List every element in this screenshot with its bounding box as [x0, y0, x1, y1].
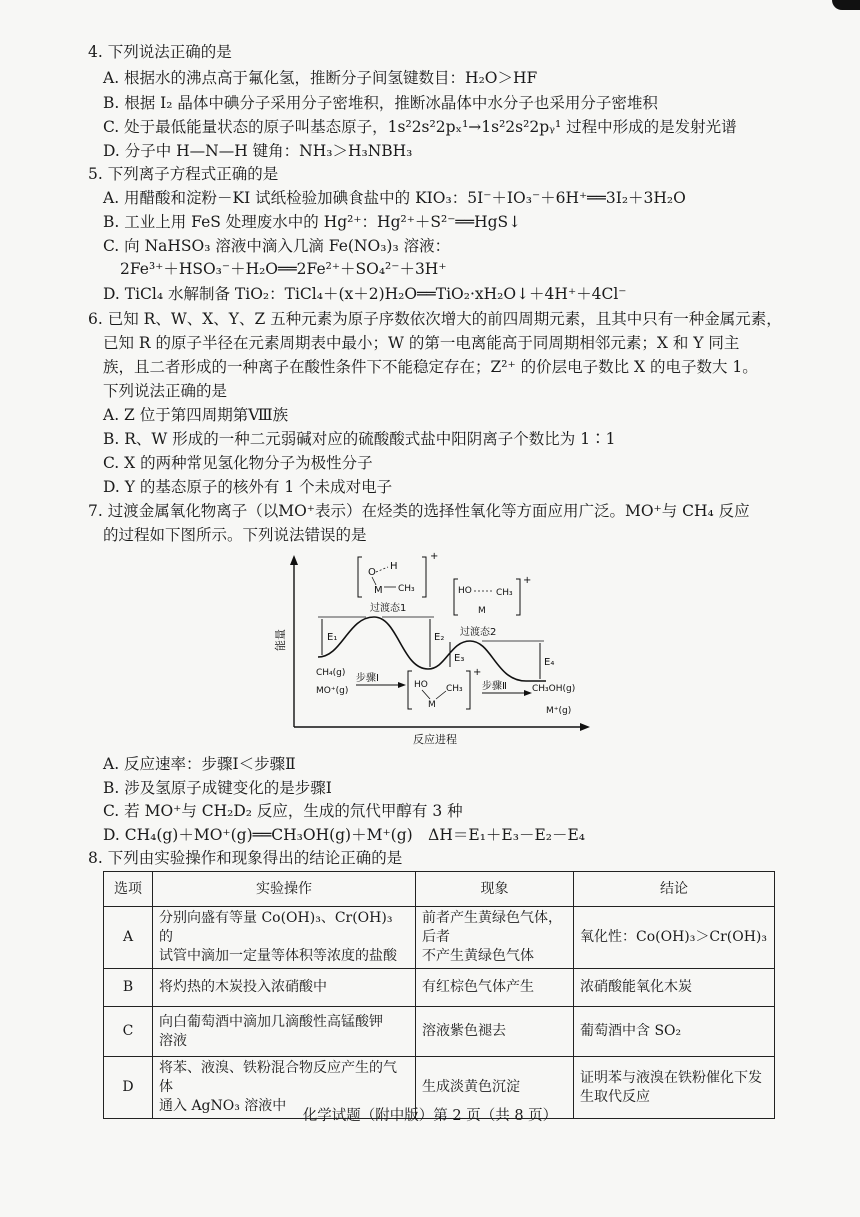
header-option: 选项 — [104, 872, 153, 907]
intermediate-bracket-left — [408, 671, 412, 709]
q6-option-c: C. X 的两种常见氢化物分子为极性分子 — [103, 454, 373, 472]
step2-label: 步骤Ⅱ — [482, 681, 507, 692]
row-option: B — [104, 969, 153, 1007]
ts1-ch3: CH₃ — [398, 584, 415, 594]
row-phenomenon — [416, 907, 574, 969]
row-phenomenon: 生成淡黄色沉淀 — [416, 1057, 574, 1119]
q7-option-d: D. CH₄(g)＋MO⁺(g)══CH₃OH(g)＋M⁺(g) ΔH＝E₁＋E₃－E₂－E₄ — [103, 826, 585, 844]
scan-corner-mark — [832, 0, 860, 10]
ts1-bracket-right — [422, 557, 426, 597]
ts1-bracket-left — [358, 557, 362, 597]
q6-stem-line4: 下列说法正确的是 — [103, 382, 228, 400]
row-option: A — [104, 907, 153, 969]
ts1-m: M — [374, 585, 383, 596]
intermediate-charge: + — [473, 667, 482, 678]
e2-label: E₂ — [434, 632, 445, 643]
row-phenomenon: 有红棕色气体产生 — [416, 969, 574, 1007]
header-operation: 实验操作 — [153, 872, 416, 907]
ts2-label: 过渡态2 — [460, 627, 497, 638]
row-conclusion: 浓硝酸能氧化木炭 — [574, 969, 775, 1007]
row-operation — [153, 907, 416, 969]
q4-option-c: C. 处于最低能量状态的原子叫基态原子，1s²2s²2pₓ¹→1s²2s²2pᵧ¹ 过程中形成的是发射光谱 — [103, 118, 737, 136]
table-row — [104, 907, 775, 969]
x-axis-arrow — [580, 723, 590, 731]
ts2-m: M — [478, 606, 486, 616]
step1-arrowhead — [398, 682, 406, 688]
operation-line: 通入 AgNO₃ 溶液中 — [159, 1098, 287, 1114]
intermediate-bracket-right — [466, 671, 470, 709]
q5-option-c-equation: 2Fe³⁺＋HSO₃⁻＋H₂O══2Fe²⁺＋SO₄²⁻＋3H⁺ — [120, 260, 447, 278]
reactant-mo: MO⁺(g) — [316, 686, 349, 696]
conclusion-line: 证明苯与液溴在铁粉催化下发 — [580, 1069, 762, 1086]
phenomenon-line: 不产生黄绿色气体 — [422, 948, 534, 964]
e4-label: E₄ — [544, 657, 555, 668]
q7-stem-line1: 7. 过渡金属氧化物离子（以MO⁺表示）在烃类的选择性氧化等方面应用广泛。MO⁺与 CH₄ 反应 — [88, 502, 750, 520]
step1-label: 步骤Ⅰ — [356, 673, 379, 684]
operation-line: 将苯、液溴、铁粉混合物反应产生的气体 — [159, 1060, 397, 1095]
row-phenomenon: 溶液紫色褪去 — [416, 1007, 574, 1057]
y-axis-label: 能量 — [274, 629, 287, 651]
table-row — [104, 969, 775, 1007]
reactant-ch4: CH₄(g) — [316, 668, 346, 678]
table-header-row — [104, 872, 775, 907]
ts1-charge: + — [430, 551, 439, 562]
intermediate-ch3: CH₃ — [446, 684, 463, 694]
step2-arrowhead — [524, 690, 532, 696]
ts2-ch3: CH₃ — [496, 588, 513, 598]
q6-option-b: B. R、W 形成的一种二元弱碱对应的硫酸酸式盐中阳阴离子个数比为 1∶1 — [103, 430, 616, 448]
q4-option-d: D. 分子中 H—N—H 键角：NH₃＞H₃NBH₃ — [103, 142, 413, 160]
q6-option-d: D. Y 的基态原子的核外有 1 个未成对电子 — [103, 478, 393, 496]
q6-option-a: A. Z 位于第四周期第Ⅷ族 — [103, 406, 289, 424]
row-operation — [153, 1007, 416, 1057]
q7-option-c: C. 若 MO⁺与 CH₂D₂ 反应，生成的氘代甲醇有 3 种 — [103, 802, 463, 820]
q5-option-d: D. TiCl₄ 水解制备 TiO₂：TiCl₄＋(x＋2)H₂O══TiO₂·xH₂O↓＋4H⁺＋4Cl⁻ — [103, 285, 627, 303]
energy-profile-diagram — [270, 545, 600, 745]
q4-option-b: B. 根据 I₂ 晶体中碘分子采用分子密堆积，推断冰晶体中水分子也采用分子密堆积 — [103, 94, 658, 112]
intermediate-bond-mc — [436, 691, 446, 699]
intermediate-m: M — [428, 700, 436, 710]
ts1-label: 过渡态1 — [370, 603, 407, 614]
x-axis-label: 反应进程 — [413, 733, 457, 745]
experiment-table — [103, 871, 775, 1119]
q5-option-c: C. 向 NaHSO₃ 溶液中滴入几滴 Fe(NO₃)₃ 溶液： — [103, 237, 451, 255]
page-footer: 化学试题（附中版）第 2 页（共 8 页） — [302, 1108, 558, 1124]
q8-stem: 8. 下列由实验操作和现象得出的结论正确的是 — [88, 849, 403, 867]
q5-option-a: A. 用醋酸和淀粉－KI 试纸检验加碘食盐中的 KIO₃：5I⁻＋IO₃⁻＋6H⁺══3I₂＋3H₂O — [103, 189, 686, 207]
intermediate-bond-om — [422, 690, 430, 699]
table-row — [104, 1007, 775, 1057]
header-conclusion: 结论 — [574, 872, 775, 907]
phenomenon-line: 前者产生黄绿色气体，后者 — [422, 910, 562, 945]
operation-line: 分别向盛有等量 Co(OH)₃、Cr(OH)₃ 的 — [159, 910, 393, 945]
q6-stem-line2: 已知 R 的原子半径在元素周期表中最小；W 的第一电离能高于同周期相邻元素；X 和 Y 同主 — [103, 334, 740, 352]
row-operation: 将灼热的木炭投入浓硝酸中 — [153, 969, 416, 1007]
header-phenomenon: 现象 — [416, 872, 574, 907]
operation-line: 试管中滴加一定量等体积等浓度的盐酸 — [159, 948, 397, 964]
e3-label: E₃ — [454, 653, 465, 664]
operation-line: 向白葡萄酒中滴加几滴酸性高锰酸钾 — [159, 1013, 383, 1030]
conclusion-line: 氧化性：Co(OH)₃＞Cr(OH)₃ — [580, 929, 767, 945]
q4-stem: 4. 下列说法正确的是 — [88, 43, 232, 61]
ts2-ho: HO — [458, 586, 472, 596]
product-m: M⁺(g) — [546, 706, 572, 716]
q7-option-b: B. 涉及氢原子成键变化的是步骤Ⅰ — [103, 779, 332, 797]
q6-stem-line1: 6. 已知 R、W、X、Y、Z 五种元素为原子序数依次增大的前四周期元素，且其中只有一种金属元素， — [88, 310, 782, 328]
q4-option-a: A. 根据水的沸点高于氟化氢，推断分子间氢键数目：H₂O＞HF — [103, 69, 538, 87]
q7-option-a: A. 反应速率：步骤Ⅰ＜步骤Ⅱ — [103, 755, 296, 773]
q5-stem: 5. 下列离子方程式正确的是 — [88, 165, 279, 183]
ts1-o: O — [368, 567, 376, 578]
intermediate-ho: HO — [414, 680, 428, 690]
ts2-charge: + — [523, 575, 532, 586]
ts1-h: H — [390, 561, 398, 572]
conclusion-line: 生取代反应 — [580, 1088, 650, 1105]
row-option: C — [104, 1007, 153, 1057]
operation-line: 溶液 — [159, 1032, 187, 1049]
q5-option-b: B. 工业上用 FeS 处理废水中的 Hg²⁺：Hg²⁺＋S²⁻══HgS↓ — [103, 213, 522, 231]
ts2-bracket-right — [516, 579, 520, 615]
ts1-bond-om — [372, 577, 376, 585]
row-conclusion — [574, 907, 775, 969]
q7-stem-line2: 的过程如下图所示。下列说法错误的是 — [103, 526, 367, 544]
product-ch3oh: CH₃OH(g) — [532, 684, 576, 694]
ts1-bond-oh — [376, 567, 388, 572]
y-axis-arrow — [290, 555, 298, 565]
ts2-bracket-left — [454, 579, 458, 615]
q6-stem-line3: 族，且二者形成的一种离子在酸性条件下不能稳定存在；Z²⁺ 的价层电子数比 X 的电子数大 1。 — [103, 358, 758, 376]
row-conclusion: 葡萄酒中含 SO₂ — [574, 1007, 775, 1057]
energy-curve — [318, 617, 546, 681]
row-option: D — [104, 1057, 153, 1119]
e1-label: E₁ — [327, 632, 338, 643]
